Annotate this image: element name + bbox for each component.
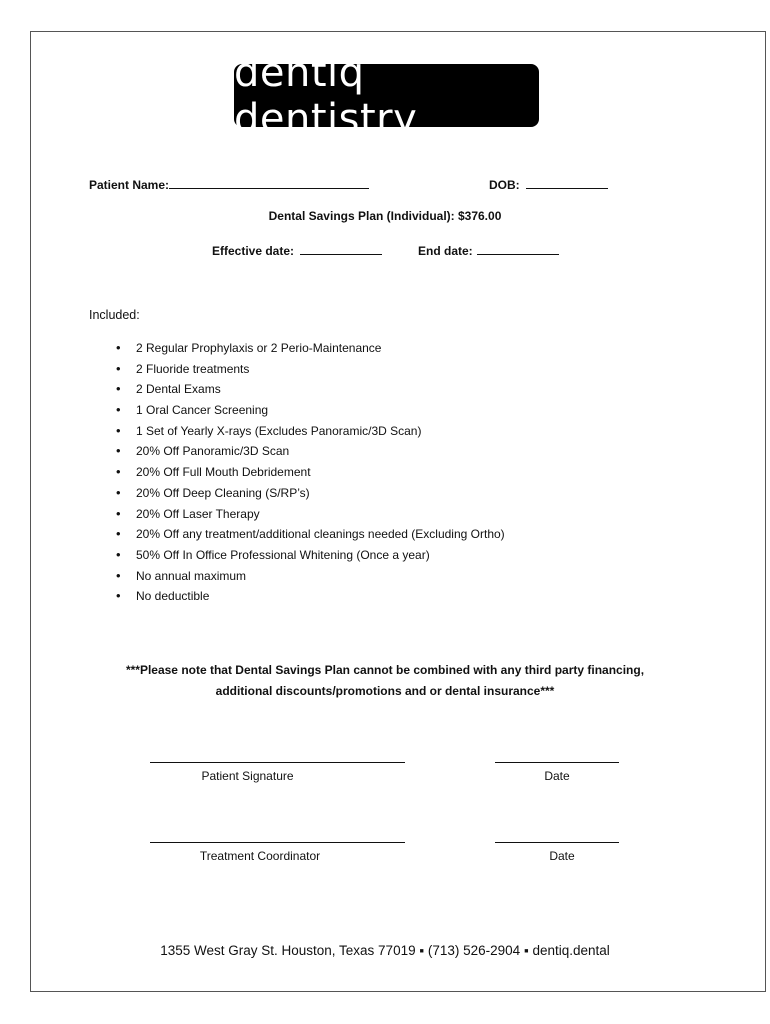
included-item: • 20% Off Laser Therapy xyxy=(116,504,716,525)
plan-notice xyxy=(0,660,770,702)
included-item: • 20% Off Full Mouth Debridement xyxy=(116,462,716,483)
included-item: • 1 Set of Yearly X-rays (Excludes Panoramic/3D Scan) xyxy=(116,421,716,442)
dob-line xyxy=(526,177,608,189)
included-item: • No deductible xyxy=(116,586,716,607)
patient-name-line xyxy=(169,177,369,189)
end-date-field xyxy=(418,243,559,258)
patient-signature-label: Patient Signature xyxy=(201,769,294,783)
end-date-label: End date: xyxy=(418,244,473,258)
patient-name-label: Patient Name: xyxy=(89,178,170,192)
footer-contact: 1355 West Gray St. Houston, Texas 77019 ▪ (713) 526-2904 ▪ dentiq.dental xyxy=(160,943,610,958)
plan-title: Dental Savings Plan (Individual): $376.00 xyxy=(268,209,502,223)
patient-signature-line xyxy=(150,762,405,763)
included-item: • No annual maximum xyxy=(116,566,716,587)
notice-line-1: ***Please note that Dental Savings Plan cannot be combined with any third party financing, xyxy=(125,663,645,677)
included-item: • 1 Oral Cancer Screening xyxy=(116,400,716,421)
notice-line-2: additional discounts/promotions and or dental insurance*** xyxy=(215,684,555,698)
included-item: • 2 Regular Prophylaxis or 2 Perio-Maintenance xyxy=(116,338,716,359)
dob-field xyxy=(489,177,608,192)
included-item: • 20% Off Deep Cleaning (S/RP’s) xyxy=(116,483,716,504)
logo-text: dentiq dentistry xyxy=(234,49,418,142)
effective-date-line xyxy=(300,243,382,255)
included-item: • 2 Fluoride treatments xyxy=(116,359,716,380)
date-label-2: Date xyxy=(549,849,575,863)
date-line-1 xyxy=(495,762,619,763)
included-list xyxy=(116,338,716,607)
dentiq-logo xyxy=(234,49,539,142)
included-heading: Included: xyxy=(89,308,140,322)
effective-date-label: Effective date: xyxy=(212,244,295,258)
dob-label: DOB: xyxy=(489,178,520,192)
included-item: • 2 Dental Exams xyxy=(116,379,716,400)
included-item: • 20% Off Panoramic/3D Scan xyxy=(116,441,716,462)
treatment-coordinator-label: Treatment Coordinator xyxy=(199,849,321,863)
included-item: • 50% Off In Office Professional Whitening (Once a year) xyxy=(116,545,716,566)
patient-name-field xyxy=(89,177,369,192)
date-label-1: Date xyxy=(544,769,570,783)
date-line-2 xyxy=(495,842,619,843)
end-date-line xyxy=(477,243,559,255)
effective-date-field xyxy=(212,243,382,258)
treatment-coordinator-line xyxy=(150,842,405,843)
included-item: • 20% Off any treatment/additional cleanings needed (Excluding Ortho) xyxy=(116,524,716,545)
